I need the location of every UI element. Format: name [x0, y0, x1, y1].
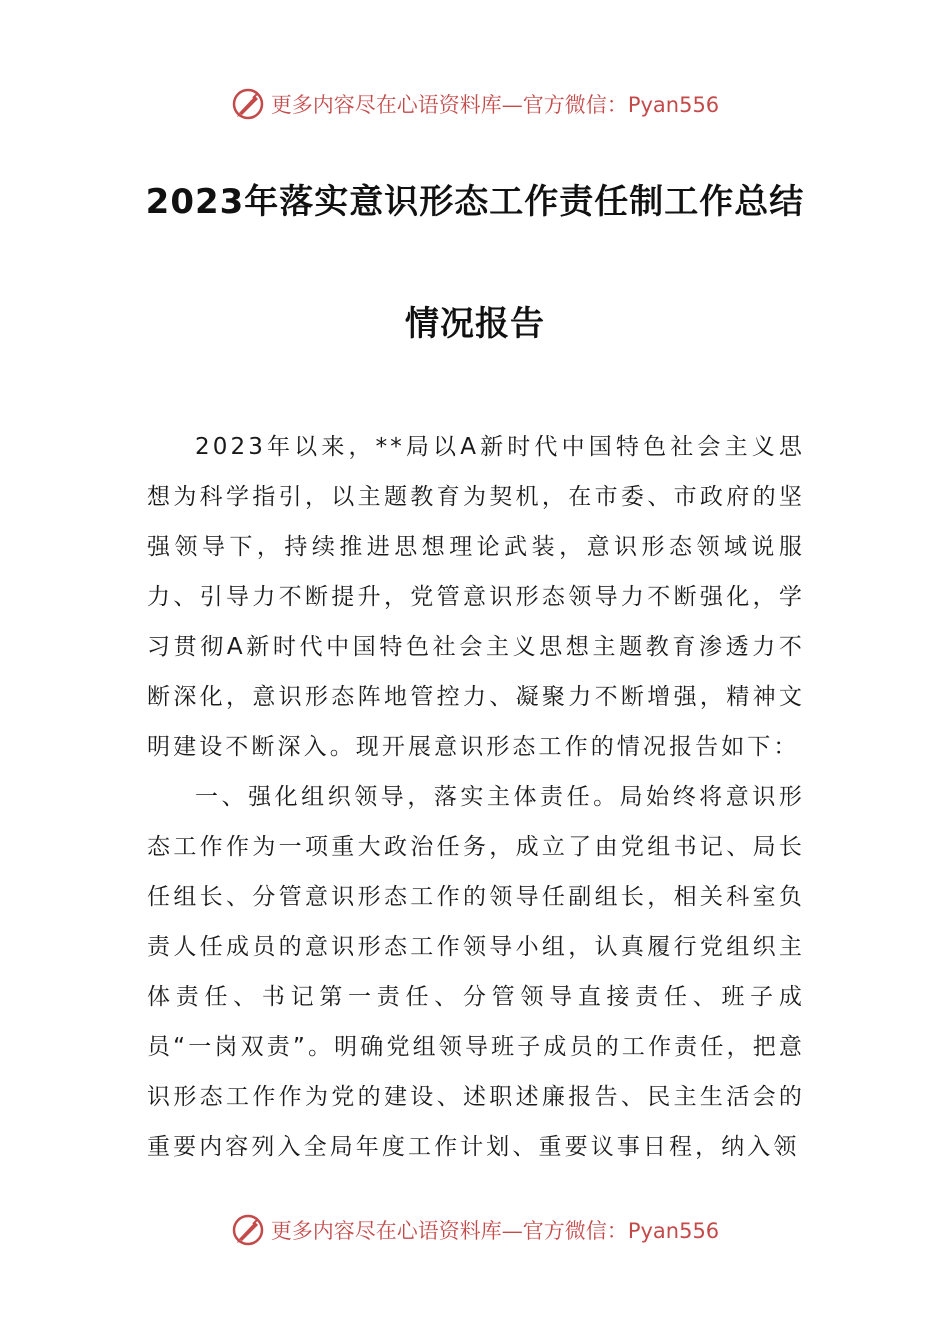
document-title-line1: 2023年落实意识形态工作责任制工作总结 — [145, 182, 805, 222]
quill-pen-seal-icon — [231, 1213, 265, 1247]
watermark-footer — [0, 1210, 950, 1250]
watermark-text — [271, 89, 719, 119]
quill-pen-seal-icon — [231, 87, 265, 121]
watermark-text — [271, 1215, 719, 1245]
watermark-header — [0, 84, 950, 124]
document-body — [147, 422, 805, 1172]
body-paragraph-section-1: 一、强化组织领导，落实主体责任。局始终将意识形态工作作为一项重大政治任务，成立了由党组书记、局长任组长、分管意识形态工作的领导任副组长，相关科室负责人任成员的意识形态工作领导小组，认真履行党组织主体责任、书记第一责任、分管领导直接责任、班子成员“一岗双责”。明确党组领导班子成员的工作责任，把意识形态工作作为党的建设、述职述廉报告、民主生活会的重要内容列入全局年度工作计划、重要议事日程，纳入领 — [147, 784, 805, 1160]
body-paragraph-intro: 2023年以来，**局以A新时代中国特色社会主义思想为科学指引，以主题教育为契机，在市委、市政府的坚强领导下，持续推进思想理论武装，意识形态领域说服力、引导力不断提升，党管意识形态领导力不断强化，学习贯彻A新时代中国特色社会主义思想主题教育渗透力不断深化，意识形态阵地管控力、凝聚力不断增强，精神文明建设不断深入。现开展意识形态工作的情况报告如下： — [147, 434, 805, 760]
document-title-line2: 情况报告 — [405, 304, 545, 344]
watermark-brand: 更多内容尽在心语资料库—官方微信： — [270, 93, 628, 117]
watermark-brand: 更多内容尽在心语资料库—官方微信： — [270, 1219, 628, 1243]
watermark-wechat-id: Pyan556 — [627, 93, 720, 117]
watermark-wechat-id: Pyan556 — [627, 1219, 720, 1243]
